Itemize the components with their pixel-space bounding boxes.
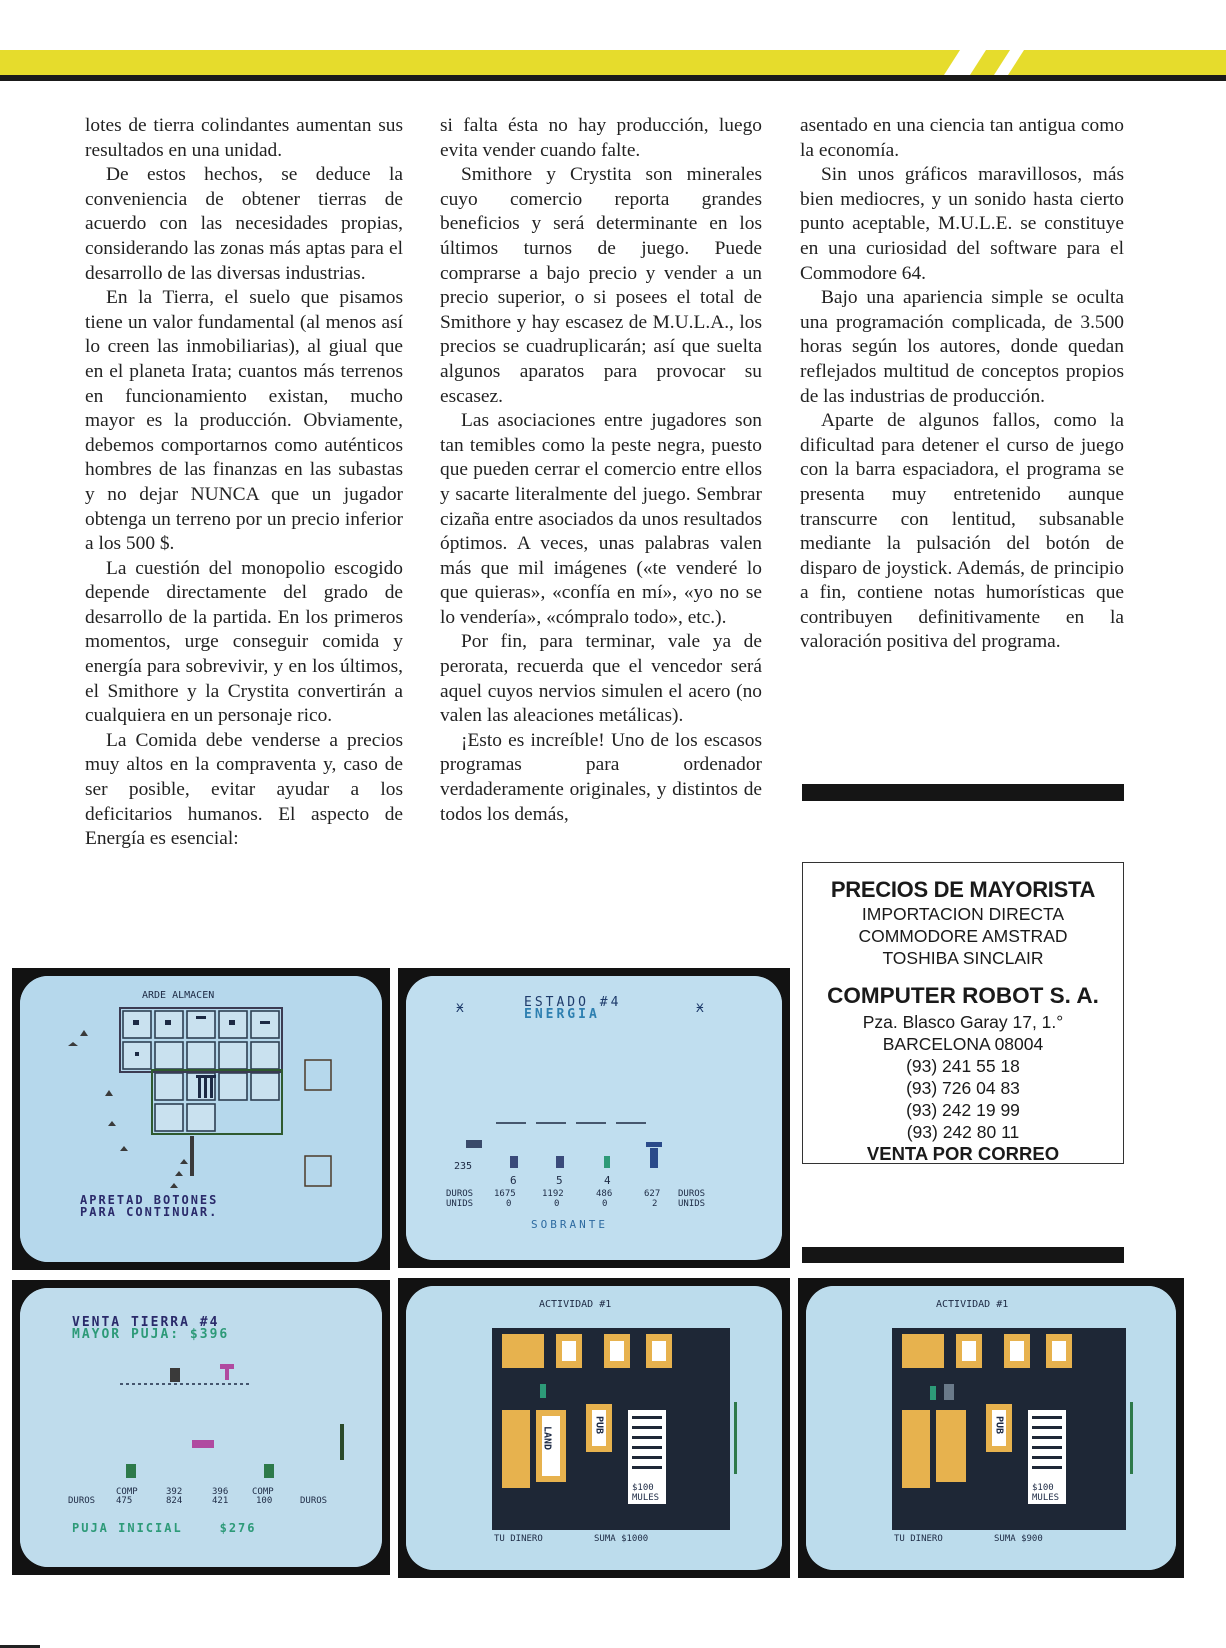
cursor-icon [192, 1440, 214, 1448]
player-icon [126, 1464, 136, 1478]
separator-bar [802, 784, 1124, 801]
ad-company: COMPUTER ROBOT S. A. [827, 983, 1099, 1008]
ad-title: PRECIOS DE MAYORISTA [830, 877, 1096, 902]
article-column-2 [440, 114, 762, 827]
ad-address: Pza. Blasco Garay 17, 1.° [862, 1012, 1064, 1032]
screen-subtitle: MAYOR PUJA: $396 [72, 1327, 230, 1342]
screen-subtitle: ENERGIA [524, 1007, 600, 1022]
paragraph: La cuestión del monopolio escogido depende directamente del grado de desarrollo de la partida. En los primeros momentos, urge conseguir comida y energía para sobrevivir, y en los últimos, el Smithore y la Crystita convertirán a cualquiera en un personaje rico. [85, 557, 403, 727]
ad-address: BARCELONA 08004 [882, 1034, 1044, 1054]
screen-title: ACTIVIDAD #1 [936, 1299, 1009, 1310]
article-column-1 [85, 114, 403, 852]
ad-phone: (93) 241 55 18 [906, 1056, 1020, 1076]
screen-title: ARDE ALMACEN [142, 990, 215, 1001]
row-label: DUROS [300, 1496, 328, 1506]
stat-level: 6 [510, 1174, 517, 1187]
game-screenshot-status [398, 968, 790, 1268]
money-label: TU DINERO [894, 1534, 943, 1544]
time-bar [734, 1402, 737, 1474]
bid-value: 421 [212, 1496, 229, 1506]
bid-value: 392 [166, 1487, 183, 1497]
paragraph: Smithore y Crystita son minerales cuyo comercio reporta grandes beneficios y será determinante en los últimos turnos de juego. Puede comprarse a bajo precio y vender a un precio superior, o si posees el total de Smithore y hay escasez de M.U.L.A., los precios se cuadruplicarán; así que suelta algunos aparatos para provocar su escasez. [440, 164, 762, 407]
bid-value: 824 [166, 1496, 183, 1506]
paragraph: lotes de tierra colindantes aumentan sus resultados en una unidad. [85, 115, 403, 161]
screen-title: ACTIVIDAD #1 [539, 1299, 612, 1310]
stat-cell: 0 [554, 1199, 560, 1209]
paragraph: En la Tierra, el suelo que pisamos tiene un valor fundamental (al menos así lo creen las inmobiliarias), al giual que en el planeta Irata; cuantos más terrenos en funcionamiento existan, mucho mayor es la producción. Obviamente, debemos comportarnos como auténticos hombres de las finanzas en las subastas y no dejar NUNCA que un jugador obtenga un terreno por un precio inferior a los 500 $. [85, 287, 403, 555]
ad-phone: (93) 242 80 11 [906, 1122, 1020, 1142]
stat-cell: 627 [644, 1189, 661, 1199]
stat-value: 235 [454, 1161, 473, 1172]
ad-phone: (93) 242 19 99 [906, 1100, 1020, 1120]
screen-footer: PUJA INICIAL $276 [72, 1521, 257, 1535]
ad-line: IMPORTACION DIRECTA [861, 904, 1065, 924]
bid-value: 396 [212, 1487, 229, 1497]
store-icon [466, 1140, 482, 1148]
stat-level: 5 [556, 1174, 563, 1187]
game-screenshot-map [12, 968, 390, 1270]
ad-line: TOSHIBA SINCLAIR [882, 948, 1044, 968]
row-label: DUROS [678, 1189, 706, 1199]
antenna-icon: Ӿ [696, 1001, 704, 1016]
stat-cell: 0 [506, 1199, 512, 1209]
mules-label: MULES [632, 1493, 660, 1503]
antenna-icon: Ӿ [456, 1001, 464, 1016]
paragraph: Por fin, para terminar, vale ya de perorata, recuerda que el vencedor será aquel cuyos nervios simulen el acero (no valen las aleaciones metálicas). [440, 631, 762, 727]
row-label: UNIDS [678, 1199, 706, 1209]
game-screenshot-activity-2 [798, 1278, 1184, 1578]
stat-cell: 2 [652, 1199, 658, 1209]
money-total: SUMA $900 [994, 1534, 1043, 1544]
screen-footer: SOBRANTE [531, 1218, 608, 1231]
mule-icon [540, 1384, 546, 1398]
paragraph: Aparte de algunos fallos, como la dificultad para detener el curso de juego con la barra espaciadora, el programa se presenta muy entretenido aunque transcurre con lentitud, subsanable mediante la pulsación del botón de disparo de joystick. Además, de principio a fin, contiene notas humorísticas que contribuyen definitivamente en la valoración positiva del programa. [800, 410, 1124, 653]
ad-phone: (93) 726 04 83 [906, 1078, 1020, 1098]
row-label: UNIDS [446, 1199, 474, 1209]
screen-message: PARA CONTINUAR. [80, 1205, 219, 1219]
ad-line: COMMODORE AMSTRAD [858, 926, 1068, 946]
time-bar [1130, 1402, 1133, 1474]
mule-price: $100 [632, 1483, 654, 1493]
paragraph: ¡Esto es increíble! Uno de los escasos programas para ordenador verdaderamente originales, y distintos de todos los demás, [440, 729, 762, 825]
bid-label: COMP [252, 1487, 274, 1497]
paragraph: La Comida debe venderse a precios muy altos en la compraventa y, caso de ser posible, evitar ayudar a los deficitarios humanos. El aspecto de Energía es esencial: [85, 729, 403, 850]
paragraph: Las asociaciones entre jugadores son tan temibles como la peste negra, puesto que pueden cerrar el comercio entre ellos y sacarte literalmente del juego. Sembrar cizaña entre asociados da unos resultados óptimos. A veces, unas palabras valen más que mil imágenes («te venderé lo que quieras», «confía en mí», «yo no se lo vendería», «cómpralo todo», etc.). [440, 410, 762, 628]
paragraph: Sin unos gráficos maravillosos, más bien mediocres, y un sonido hasta cierto punto aceptable, M.U.L.E. se constituye en una curiosidad del software para el Commodore 64. [800, 164, 1124, 284]
advertisement-box [802, 862, 1124, 1164]
mule-price: $100 [1032, 1483, 1054, 1493]
stat-cell: 1192 [542, 1189, 564, 1199]
paragraph: Bajo una apariencia simple se oculta una programación complicada, de 3.500 horas según los autores, donde quedan reflejados multitud de conceptos propios de las industrias de producción. [800, 287, 1124, 407]
paragraph: asentado en una ciencia tan antigua como la economía. [800, 115, 1124, 161]
bid-value: 475 [116, 1496, 133, 1506]
screen-title: VENTA TIERRA #4 [72, 1315, 220, 1330]
paragraph: De estos hechos, se deduce la conveniencia de obtener tierras de acuerdo con las necesidades propias, considerando las zonas más aptas para el desarrollo de las diversas industrias. [85, 164, 403, 284]
stat-cell: 486 [596, 1189, 613, 1199]
screen-message: APRETAD BOTONES [80, 1193, 219, 1207]
header-rule [0, 75, 1226, 81]
pub-label: PUB [593, 1416, 605, 1435]
player-icon [170, 1368, 180, 1382]
mule-icon [930, 1386, 936, 1400]
row-label: DUROS [446, 1189, 474, 1199]
mules-label: MULES [1032, 1493, 1060, 1503]
separator-bar [802, 1247, 1124, 1263]
bid-label: COMP [116, 1487, 138, 1497]
stat-cell: 1675 [494, 1189, 516, 1199]
player-icon [264, 1464, 274, 1478]
game-screenshot-auction [12, 1280, 390, 1575]
land-label: LAND [541, 1426, 553, 1451]
game-screenshot-activity-1 [398, 1278, 790, 1578]
ad-footer: VENTA POR CORREO [866, 1143, 1060, 1164]
money-total: SUMA $1000 [594, 1534, 649, 1544]
money-label: TU DINERO [494, 1534, 543, 1544]
screen-title: ESTADO #4 [524, 995, 622, 1010]
stat-cell: 0 [602, 1199, 608, 1209]
article-column-3 [800, 114, 1124, 655]
paragraph: si falta ésta no hay producción, luego evita vender cuando falte. [440, 115, 762, 161]
row-label: DUROS [68, 1496, 96, 1506]
bid-value: 100 [256, 1496, 273, 1506]
pub-label: PUB [993, 1416, 1005, 1435]
player-icon [944, 1384, 954, 1400]
stat-level: 4 [604, 1174, 611, 1187]
